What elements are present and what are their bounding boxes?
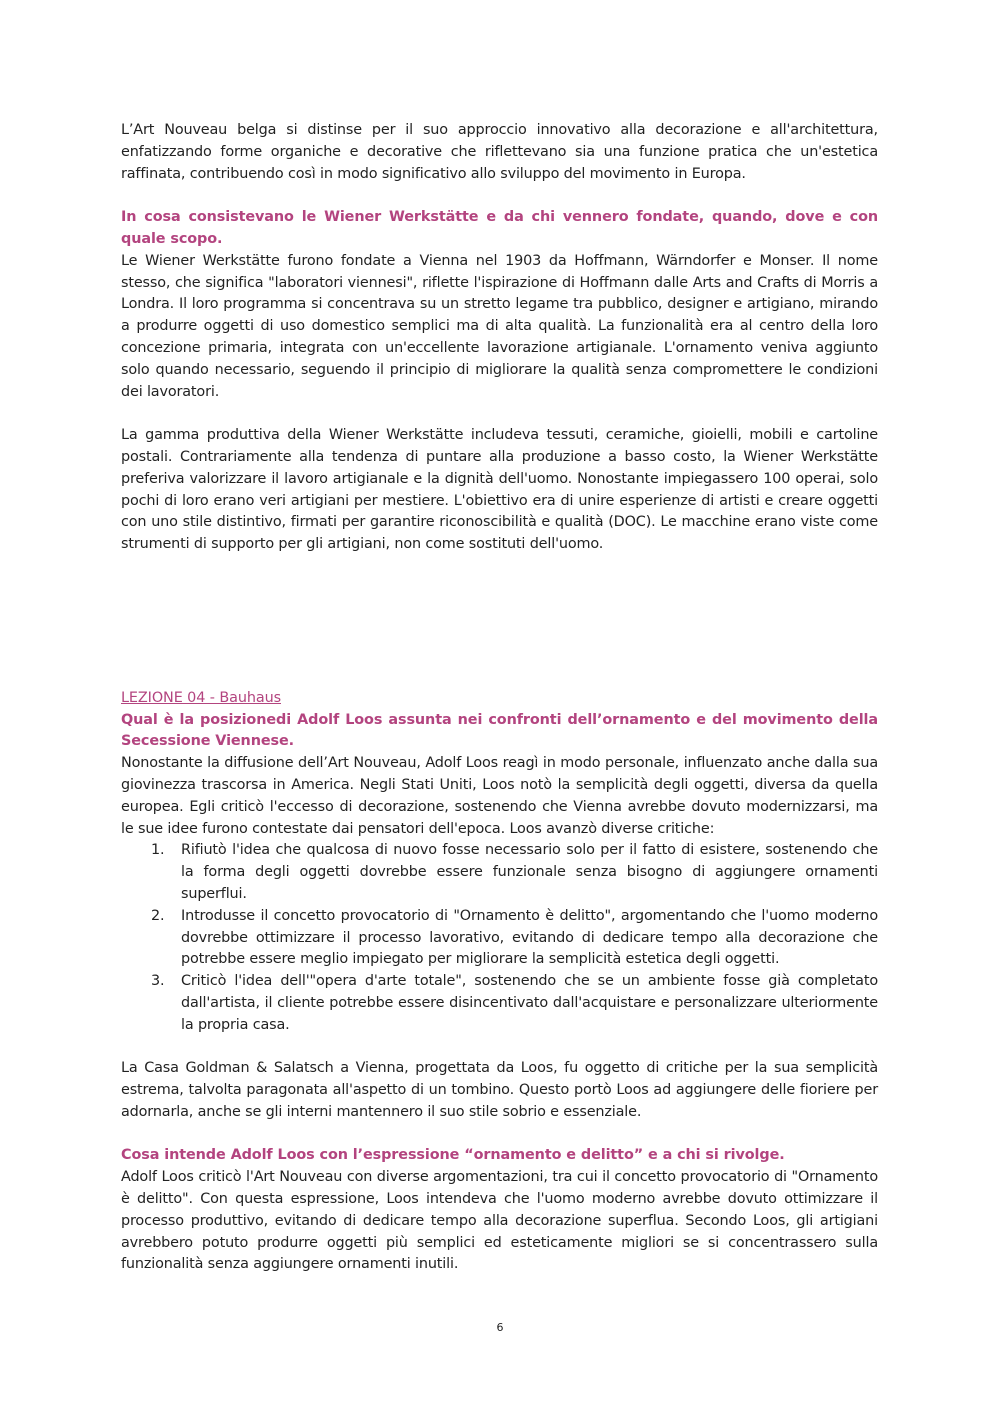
list-item-text: Rifiutò l'idea che qualcosa di nuovo fosse necessario solo per il fatto di esistere, sostenendo che la forma degli oggetti dovrebbe essere funzionale senza bisogno di aggiungere ornamenti superflui. — [181, 842, 878, 902]
list-item-number: 3. — [151, 973, 165, 990]
paragraph-casa-goldman: La Casa Goldman & Salatsch a Vienna, progettata da Loos, fu oggetto di critiche per la sua semplicità estrema, talvolta paragonata all'aspetto di un tombino. Questo portò Loos ad aggiungere delle fioriere per adornarla, anche se gli interni mantennero il suo stile sobrio e essenziale. — [121, 1060, 878, 1120]
critiques-list — [121, 840, 878, 1036]
question-adolf-loos-position: Qual è la posizionedi Adolf Loos assunta nei confronti dell’ornamento e del movimento della Secessione Viennese. — [121, 711, 878, 750]
list-item — [121, 840, 878, 905]
spacer — [121, 185, 878, 207]
list-item-text: Criticò l'idea dell'"opera d'arte totale", sostenendo che se un ambiente fosse già completato dall'artista, il cliente potrebbe essere disincentivato dall'acquistare e personalizzare ulteriormente la propria casa. — [181, 973, 878, 1033]
list-item-number: 1. — [151, 842, 165, 859]
paragraph-adolf-loos: Nonostante la diffusione dell’Art Nouveau, Adolf Loos reagì in modo personale, influenzato anche dalla sua giovinezza trascorsa in America. Negli Stati Uniti, Loos notò la semplicità degli oggetti, diversa da quella europea. Egli criticò l'eccesso di decorazione, sostenendo che Vienna avrebbe dovuto modernizzarsi, ma le sue idee furono contestate dai pensatori dell'epoca. Loos avanzò diverse critiche: — [121, 755, 878, 837]
question-wiener-werkstatte: In cosa consistevano le Wiener Werkstätte e da chi vennero fondate, quando, dove e con quale scopo. — [121, 209, 878, 247]
list-item — [121, 906, 878, 971]
spacer — [121, 1124, 878, 1146]
spacer — [121, 1036, 878, 1058]
spacer — [121, 556, 878, 687]
lesson-link-bauhaus[interactable]: LEZIONE 04 - Bauhaus — [121, 689, 281, 706]
question-ornamento-delitto: Cosa intende Adolf Loos con l’espressione “ornamento e delitto” e a chi si rivolge. — [121, 1147, 785, 1164]
paragraph-ornamento-delitto: Adolf Loos criticò l'Art Nouveau con diverse argomentazioni, tra cui il concetto provocatorio di "Ornamento è delitto". Con questa espressione, Loos intendeva che l'uomo moderno avrebbe dovuto ottimizzare il processo produttivo, evitando di dedicare tempo alla decorazione superflua. Secondo Loos, gli artigiani avrebbero potuto produrre oggetti più semplici ed esteticamente migliori se si concentrassero sulla funzionalità senza aggiungere ornamenti inutili. — [121, 1169, 878, 1273]
paragraph-gamma-produttiva: La gamma produttiva della Wiener Werkstätte includeva tessuti, ceramiche, gioielli, mobili e cartoline postali. Contrariamente alla tendenza di puntare alla produzione a basso costo, la Wiener Werkstätte preferiva valorizzare il lavoro artigianale e la dignità dell'uomo. Nonostante impiegassero 100 operai, solo pochi di loro erano veri artigiani per mestiere. L'obiettivo era di unire esperienze di artisti e creare oggetti con uno stile distintivo, firmati per garantire riconoscibilità e qualità (DOC). Le macchine erano viste come strumenti di supporto per gli artigiani, non come sostituti dell'uomo. — [121, 427, 878, 553]
page-number: 6 — [496, 1321, 504, 1334]
document-page — [121, 120, 878, 1276]
list-item-text: Introdusse il concetto provocatorio di "Ornamento è delitto", argomentando che l'uomo moderno dovrebbe ottimizzare il processo lavorativo, evitando di dedicare tempo alla decorazione che potrebbe essere meglio impiegato per migliorare la semplicità estetica degli oggetti. — [181, 907, 878, 968]
paragraph-wiener-werkstatte: Le Wiener Werkstätte furono fondate a Vienna nel 1903 da Hoffmann, Wärndorfer e Monser. Il nome stesso, che significa "laboratori viennesi", riflette l'ispirazione di Hoffmann dalle Arts and Crafts di Morris a Londra. Il loro programma si concentrava su un stretto legame tra pubblico, designer e artigiano, mirando a produrre oggetti di uso domestico semplici ma di alta qualità. La funzionalità era al centro della loro concezione primaria, integrata con un'eccellente lavorazione artigianale. L'ornamento veniva aggiunto solo quando necessario, seguendo il principio di migliorare la qualità senza compromettere le condizioni dei lavoratori. — [121, 252, 878, 400]
paragraph-art-nouveau-belga: L’Art Nouveau belga si distinse per il suo approccio innovativo alla decorazione e all'architettura, enfatizzando forme organiche e decorative che riflettevano sia una funzione pratica che un'estetica raffinata, contribuendo così in modo significativo allo sviluppo del movimento in Europa. — [121, 122, 878, 182]
list-item-number: 2. — [151, 907, 165, 924]
list-item — [121, 971, 878, 1036]
spacer — [121, 403, 878, 425]
